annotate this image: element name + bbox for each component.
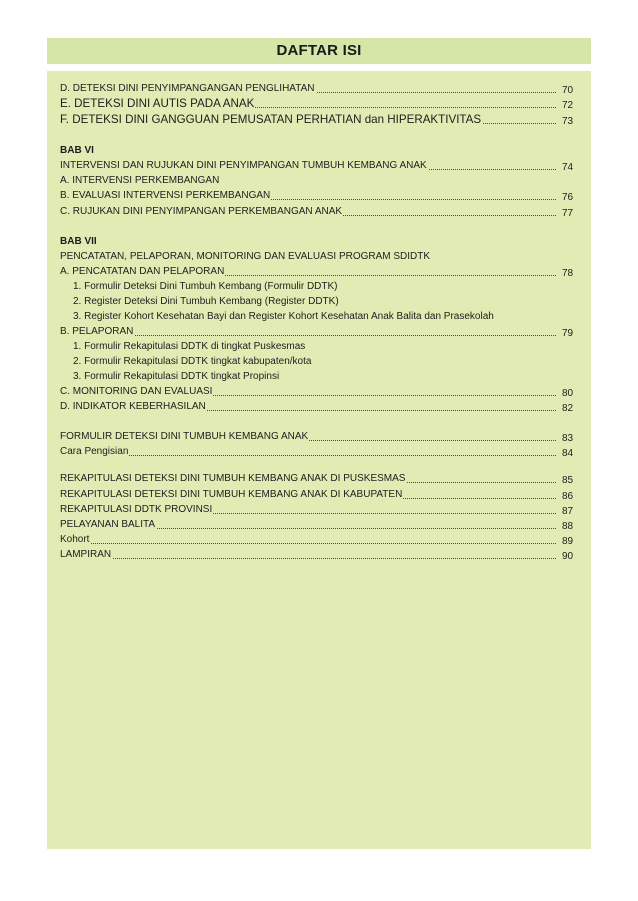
toc-entry-page: 88 <box>562 521 574 532</box>
page-title: DAFTAR ISI <box>276 42 362 59</box>
toc-entry-label: C. RUJUKAN DINI PENYIMPANGAN PERKEMBANGAN ANAK <box>60 206 343 217</box>
toc-subentry[interactable] <box>60 339 580 354</box>
chapter-label: BAB VII <box>60 236 97 247</box>
toc-entry-label: Kohort <box>60 534 90 545</box>
toc-entry-label: PELAYANAN BALITA <box>60 519 156 530</box>
toc-entry-label: A. PENCATATAN DAN PELAPORAN <box>60 266 225 277</box>
toc-entry-label: LAMPIRAN <box>60 549 112 560</box>
chapter-title-label: PENCATATAN, PELAPORAN, MONITORING DAN EVALUASI PROGRAM SDIDTK <box>60 251 431 262</box>
toc-entry-page: 73 <box>562 116 574 127</box>
toc-entry[interactable] <box>60 204 580 219</box>
toc-entry-page: 90 <box>562 551 574 562</box>
toc-entry[interactable] <box>60 96 580 111</box>
toc-entry[interactable] <box>60 384 580 399</box>
toc-entry-page: 78 <box>562 268 574 279</box>
toc-entry-page: 82 <box>562 403 574 414</box>
toc-entry-page: 84 <box>562 448 574 459</box>
toc-subentry-label: 1. Formulir Rekapitulasi DDTK di tingkat Puskesmas <box>73 341 306 352</box>
toc-entry-label: B. EVALUASI INTERVENSI PERKEMBANGAN <box>60 190 271 201</box>
toc-subentry-label: 2. Register Deteksi Dini Tumbuh Kembang (Register DDTK) <box>73 296 339 307</box>
toc-entry-page: 72 <box>562 100 574 111</box>
toc-entry[interactable] <box>60 547 580 562</box>
toc-entry-label: C. MONITORING DAN EVALUASI <box>60 386 213 397</box>
toc-entry[interactable] <box>60 188 580 203</box>
toc-entry-page: 79 <box>562 328 574 339</box>
toc-subentry[interactable] <box>60 354 580 369</box>
chapter-heading <box>60 234 580 249</box>
toc-entry[interactable] <box>60 471 580 486</box>
toc-subentry-label: 3. Register Kohort Kesehatan Bayi dan Register Kohort Kesehatan Anak Balita dan Prasekolah <box>73 311 494 322</box>
toc-entry-page: 74 <box>562 162 574 173</box>
toc-entry-page: 80 <box>562 388 574 399</box>
toc-subentry-label: 3. Formulir Rekapitulasi DDTK tingkat Propinsi <box>73 371 280 382</box>
toc-entry[interactable] <box>60 532 580 547</box>
toc-entry-label: REKAPITULASI DETEKSI DINI TUMBUH KEMBANG ANAK DI PUSKESMAS <box>60 473 406 484</box>
toc-entry-label: E. DETEKSI DINI AUTIS PADA ANAK <box>60 97 255 110</box>
toc-entry-label: FORMULIR DETEKSI DINI TUMBUH KEMBANG ANAK <box>60 431 309 442</box>
toc-entry-page: 76 <box>562 192 574 203</box>
toc-entry[interactable] <box>60 324 580 339</box>
toc-subentry[interactable] <box>60 294 580 309</box>
toc-subentry[interactable] <box>60 309 580 324</box>
toc-entry-label: REKAPITULASI DETEKSI DINI TUMBUH KEMBANG ANAK DI KABUPATEN <box>60 489 403 500</box>
toc-entry-page: 89 <box>562 536 574 547</box>
toc-subentry[interactable] <box>60 369 580 384</box>
toc-entry[interactable] <box>60 487 580 502</box>
toc-entry-label: B. PELAPORAN <box>60 326 134 337</box>
chapter-heading <box>60 143 580 158</box>
toc-subentry-label: 1. Formulir Deteksi Dini Tumbuh Kembang (Formulir DDTK) <box>73 281 338 292</box>
toc-entry-page: 87 <box>562 506 574 517</box>
toc-entry-page: 70 <box>562 85 574 96</box>
toc-entry-label: A. INTERVENSI PERKEMBANGAN <box>60 175 220 186</box>
toc-entry-label: D. DETEKSI DINI PENYIMPANGANGAN PENGLIHATAN <box>60 83 315 94</box>
toc-entry-label: D. INDIKATOR KEBERHASILAN <box>60 401 206 412</box>
toc-entry[interactable] <box>60 399 580 414</box>
toc-entry-label: REKAPITULASI DDTK PROVINSI <box>60 504 213 515</box>
toc-entry[interactable] <box>60 429 580 444</box>
toc-entry-label: INTERVENSI DAN RUJUKAN DINI PENYIMPANGAN TUMBUH KEMBANG ANAK <box>60 160 427 171</box>
toc-entry[interactable] <box>60 158 580 173</box>
toc-entry-page: 83 <box>562 433 574 444</box>
chapter-title <box>60 249 580 264</box>
toc-entry[interactable] <box>60 264 580 279</box>
toc-subentry[interactable] <box>60 279 580 294</box>
chapter-label: BAB VI <box>60 145 94 156</box>
toc-entry[interactable] <box>60 173 580 188</box>
toc-entry-page: 77 <box>562 208 574 219</box>
toc-entry-label: Cara Pengisian <box>60 446 129 457</box>
toc-entry-label: F. DETEKSI DINI GANGGUAN PEMUSATAN PERHATIAN dan HIPERAKTIVITAS <box>60 113 482 126</box>
header-bar <box>47 38 591 64</box>
toc-entry[interactable] <box>60 81 580 96</box>
toc-entry[interactable] <box>60 112 580 127</box>
toc-entry[interactable] <box>60 517 580 532</box>
toc-entry[interactable] <box>60 444 580 459</box>
toc-panel <box>47 71 591 849</box>
toc-entry-page: 86 <box>562 491 574 502</box>
toc-entry-page: 85 <box>562 475 574 486</box>
toc-subentry-label: 2. Formulir Rekapitulasi DDTK tingkat kabupaten/kota <box>73 356 312 367</box>
toc-entry[interactable] <box>60 502 580 517</box>
